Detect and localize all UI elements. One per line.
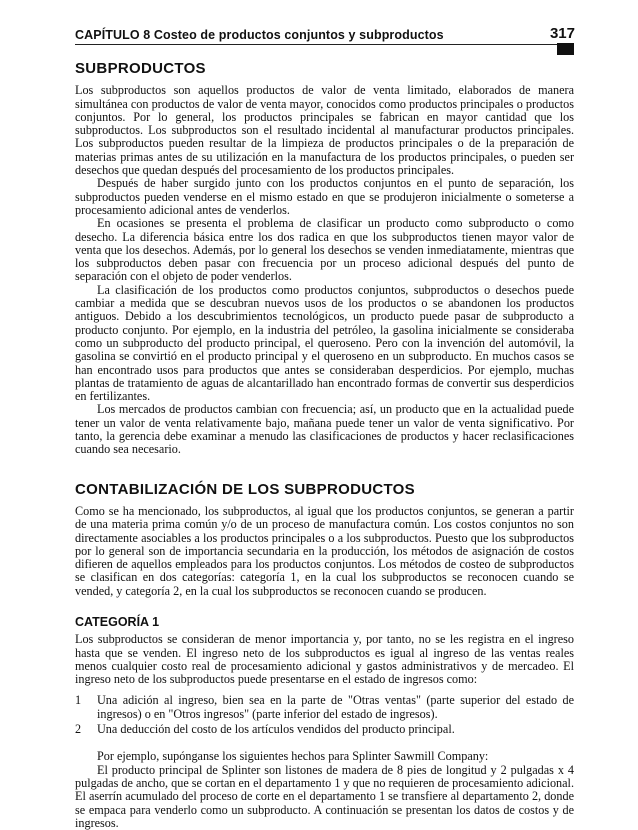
paragraph: El producto principal de Splinter son listones de madera de 8 pies de longitud y 2 pulgadas x 4 pulgadas de ancho, que se cortan en el departamento 1 y que no requieren de procesamiento adicional. El aserrín acumulado del proceso de corte en el departamento 1 se transfiere al departamento 2, donde se empaca para venderlo como un subproducto. A continuación se presentan los datos de costos y de ingresos. <box>75 762 574 830</box>
running-header <box>75 16 575 42</box>
paragraph: Como se ha mencionado, los subproductos, al igual que los productos conjuntos, se generan a partir de una materia prima común y/o de un proceso de manufactura común. Los costos conjuntos no son directamente asociables a los productos principales o a los subproductos. Puesto que los subproductos por lo general son de importancia secundaria en la producción, los métodos de asignación de costos difieren de aquellos empleados para los productos conjuntos. Los métodos de costeo de subproductos se clasifican en dos categorías: categoría 1, en la cual los subproductos se reconocen cuando se vended, y categoría 2, en la cual los subproductos se reconocen cuando se producen. <box>75 503 574 598</box>
list-item <box>75 694 574 721</box>
list-text: Una adición al ingreso, bien sea en la parte de "Otras ventas" (parte superior del estado de ingresos) o en "Otros ingresos" (parte inferior del estado de ingresos). <box>97 693 574 721</box>
paragraph: La clasificación de los productos como productos conjuntos, subproductos o desechos puede cambiar a medida que se descubran nuevos usos de los productos o se abandonen los productos antiguos. Debido a los descubrimientos tecnológicos, un producto puede pasar de subproducto a producto conjunto. Por ejemplo, en la industria del petróleo, la gasolina inicialmente se consideraba como un subproducto del producto principal, el queroseno. Pero con la invención del automóvil, la gasolina se convirtió en el producto principal y el queroseno en un subproducto. En muchos casos se han encontrado usos para productos que antes se consideraban desperdicios. Por ejemplo, muchas plantas de tratamiento de aguas de alcantarillado han encontrado formas de convertir sus desperdicios en fertilizantes. <box>75 282 574 404</box>
page-body <box>75 62 574 830</box>
list-number: 1 <box>75 693 82 708</box>
paragraph: Los mercados de productos cambian con frecuencia; así, un producto que en la actualidad puede tener un valor de venta relativamente bajo, mañana puede tener un valor de venta significativo. Por tanto, la gerencia debe examinar a menudo las clasificaciones de productos y hacer reclasificaciones cuando sea necesario. <box>75 402 574 457</box>
paragraph: En ocasiones se presenta el problema de clasificar un producto como subproducto o como desecho. La diferencia básica entre los dos radica en que los subproductos tienen mayor valor de venta que los desechos. Además, por lo general los desechos se venden inmediatamente, mientras que los subproductos deben pasar con frecuencia por un proceso adicional después del punto de separación con el objeto de poder venderlos. <box>75 216 574 284</box>
chapter-title: CAPÍTULO 8 Costeo de productos conjuntos y subproductos <box>75 28 444 42</box>
page-header <box>75 16 575 42</box>
numbered-list <box>75 694 574 736</box>
list-number: 2 <box>75 722 82 737</box>
thumb-tab-marker <box>557 43 574 55</box>
header-rule <box>75 44 557 45</box>
paragraph: Los subproductos se consideran de menor importancia y, por tanto, no se les registra en el ingreso hasta que se venden. El ingreso neto de los subproductos es igual al ingreso de las ventas reales menos cualquier costo real de procesamiento adicional y gastos administrativos y de mercadeo. El ingreso neto de los subproductos puede presentarse en el estado de ingresos como: <box>75 632 574 687</box>
list-text: Una deducción del costo de los artículos vendidos del producto principal. <box>97 722 455 737</box>
page-number: 317 <box>549 25 575 42</box>
paragraph: Los subproductos son aquellos productos de valor de venta limitado, elaborados de manera simultánea con productos de valor de venta mayor, conocidos como productos principales o productos conjuntos. Por lo general, los productos principales se fabrican en mayor cantidad que los subproductos. Los subproductos son el resultado incidental al manufacturar productos principales. Los subproductos pueden resultar de la limpieza de productos principales o de la preparación de materias primas antes de su utilización en la manufactura de los productos principales, o pueden ser desechos que quedan después del procesamiento de los productos principales. <box>75 83 574 178</box>
subsection-heading-categoria-1: CATEGORÍA 1 <box>75 614 160 629</box>
paragraph: Después de haber surgido junto con los productos conjuntos en el punto de separación, los subproductos pueden venderse en el mismo estado en que se produjeron inicialmente o someterse a procesamiento adicional antes de venderlos. <box>75 176 574 217</box>
section-heading-contabilizacion: CONTABILIZACIÓN DE LOS SUBPRODUCTOS <box>75 480 415 498</box>
list-item <box>75 723 574 736</box>
paragraph: Por ejemplo, supónganse los siguientes hechos para Splinter Sawmill Company: <box>97 749 489 764</box>
section-heading-subproductos: SUBPRODUCTOS <box>75 60 206 77</box>
